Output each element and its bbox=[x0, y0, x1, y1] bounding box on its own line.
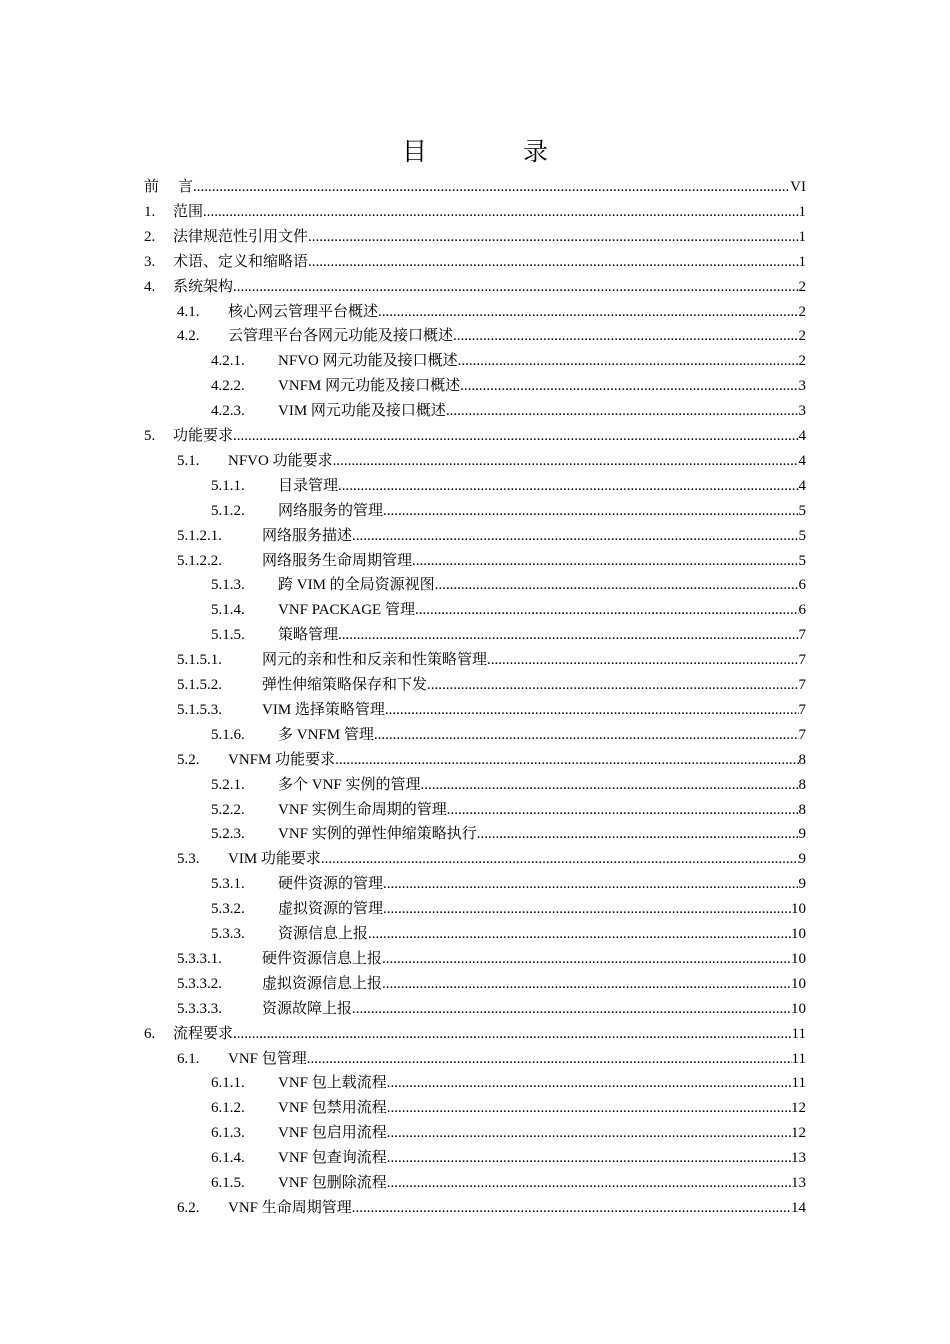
toc-entry-label: 核心网云管理平台概述 bbox=[228, 303, 379, 320]
toc-entry[interactable] bbox=[211, 623, 806, 647]
toc-entry-page: 4 bbox=[798, 477, 806, 494]
toc-entry-number: 5.1.2. bbox=[211, 502, 245, 519]
toc-entry-number: 3. bbox=[144, 253, 156, 270]
toc-entry[interactable] bbox=[177, 300, 806, 324]
toc-dot-leader bbox=[352, 997, 791, 1021]
toc-entry-label: 范围 bbox=[173, 203, 204, 220]
toc-entry-page: 2 bbox=[798, 303, 806, 320]
toc-entry-label: 弹性伸缩策略保存和下发 bbox=[262, 677, 428, 693]
toc-entry-number: 5.2.1. bbox=[211, 776, 245, 793]
toc-entry-label: 多个 VNF 实例的管理 bbox=[278, 776, 421, 793]
toc-entry-label: VNFM 网元功能及接口概述 bbox=[278, 378, 461, 395]
toc-entry-number: 5.1.5. bbox=[211, 627, 245, 644]
toc-entry-page: 9 bbox=[798, 876, 806, 893]
toc-entry-number: 4.2.1. bbox=[211, 353, 245, 370]
toc-entry-number: 5.2.2. bbox=[211, 801, 245, 818]
toc-entry-label: VNF 包管理 bbox=[228, 1050, 307, 1067]
toc-entry-label: 多 VNFM 管理 bbox=[278, 726, 374, 743]
toc-entry-number: 5.2.3. bbox=[211, 826, 245, 843]
toc-entry-page: 13 bbox=[791, 1150, 806, 1167]
toc-entry-label: 资源信息上报 bbox=[278, 926, 369, 942]
toc-dot-leader bbox=[382, 972, 791, 996]
toc-entry-label: 策略管理 bbox=[278, 627, 339, 644]
toc-dot-leader bbox=[193, 175, 790, 199]
toc-dot-leader bbox=[382, 947, 791, 971]
toc-entry-page: 7 bbox=[798, 677, 806, 693]
toc-entry-number: 6.1.5. bbox=[211, 1175, 245, 1191]
toc-entry-number: 6.1.3. bbox=[211, 1125, 245, 1142]
toc-dot-leader bbox=[368, 922, 791, 946]
toc-entry-label: VNF 包启用流程 bbox=[278, 1125, 387, 1142]
toc-entry-page: 5 bbox=[798, 527, 806, 544]
toc-entry-number: 4.2.3. bbox=[211, 403, 245, 420]
toc-entry-page: 4 bbox=[798, 452, 806, 469]
toc-dot-leader bbox=[453, 324, 798, 348]
toc-entry-number: 5.1.6. bbox=[211, 726, 245, 743]
toc-entry-page: 7 bbox=[798, 701, 806, 718]
toc-entry[interactable] bbox=[144, 175, 806, 199]
toc-dot-leader bbox=[233, 424, 798, 448]
toc-entry-page: 10 bbox=[791, 901, 806, 918]
toc-entry-page: 7 bbox=[798, 726, 806, 743]
toc-entry[interactable] bbox=[177, 997, 806, 1021]
toc-entry-page: 6 bbox=[798, 602, 806, 619]
toc-entry[interactable] bbox=[211, 798, 806, 822]
toc-entry-page: 10 bbox=[791, 926, 806, 942]
toc-entry-label: VIM 网元功能及接口概述 bbox=[278, 403, 446, 420]
toc-entry-page: 2 bbox=[798, 353, 806, 370]
toc-entry-label: VNF 包禁用流程 bbox=[278, 1100, 387, 1117]
toc-entry-label: NFVO 网元功能及接口概述 bbox=[278, 353, 458, 370]
toc-entry-page: VI bbox=[790, 179, 806, 195]
toc-dot-leader bbox=[335, 748, 798, 772]
toc-entry-label: NFVO 功能要求 bbox=[228, 452, 333, 469]
toc-entry-page: 13 bbox=[791, 1175, 806, 1191]
toc-entry-label: 系统架构 bbox=[173, 278, 234, 295]
toc-dot-leader bbox=[415, 598, 799, 622]
toc-entry[interactable] bbox=[177, 524, 806, 548]
toc-entry[interactable] bbox=[211, 598, 806, 622]
toc-entry-page: 2 bbox=[798, 328, 806, 345]
toc-entry-number: 5.1.3. bbox=[211, 577, 245, 594]
toc-entry[interactable] bbox=[211, 872, 806, 896]
toc-entry-number: 4.2. bbox=[177, 328, 200, 345]
toc-entry-label: VNF 实例生命周期的管理 bbox=[278, 801, 447, 818]
toc-entry-label: 网络服务生命周期管理 bbox=[262, 552, 413, 569]
toc-entry-label: VNF 生命周期管理 bbox=[228, 1199, 352, 1216]
toc-entry-number: 4.2.2. bbox=[211, 378, 245, 395]
toc-dot-leader bbox=[352, 1196, 791, 1220]
toc-entry[interactable] bbox=[211, 374, 806, 398]
toc-entry-page: 8 bbox=[798, 751, 806, 768]
toc-entry-label: 功能要求 bbox=[173, 428, 234, 444]
toc-entry[interactable] bbox=[211, 349, 806, 373]
toc-entry-number: 6.1.2. bbox=[211, 1100, 245, 1117]
toc-dot-leader bbox=[333, 449, 799, 473]
toc-entry-page: 3 bbox=[798, 403, 806, 420]
toc-entry[interactable] bbox=[144, 225, 806, 249]
toc-dot-leader bbox=[383, 897, 791, 921]
toc-dot-leader bbox=[233, 275, 798, 299]
toc-entry-label: VNFM 功能要求 bbox=[228, 751, 336, 768]
toc-entry-number: 5.3. bbox=[177, 851, 200, 868]
toc-entry-page: 4 bbox=[798, 428, 806, 444]
toc-entry-label: 资源故障上报 bbox=[262, 1000, 353, 1017]
toc-dot-leader bbox=[460, 374, 798, 398]
toc-entry-page: 12 bbox=[791, 1100, 806, 1117]
toc-entry-number: 5.3.3.3. bbox=[177, 1000, 222, 1017]
toc-entry-number: 5.1.1. bbox=[211, 477, 245, 494]
toc-dot-leader bbox=[412, 549, 798, 573]
toc-entry[interactable] bbox=[177, 698, 806, 722]
toc-entry-page: 1 bbox=[798, 203, 806, 220]
toc-entry-number: 5.1.2.2. bbox=[177, 552, 222, 569]
toc-entry[interactable] bbox=[177, 1196, 806, 1220]
toc-dot-leader bbox=[427, 673, 798, 697]
toc-entry[interactable] bbox=[211, 723, 806, 747]
toc-entry-label: 网络服务的管理 bbox=[278, 502, 384, 519]
toc-entry[interactable] bbox=[211, 474, 806, 498]
toc-entry-page: 12 bbox=[791, 1125, 806, 1142]
toc-entry[interactable] bbox=[177, 449, 806, 473]
toc-entry-number: 4. bbox=[144, 278, 156, 295]
toc-dot-leader bbox=[233, 1022, 792, 1046]
toc-entry-page: 6 bbox=[798, 577, 806, 594]
toc-entry-number: 5.3.1. bbox=[211, 876, 245, 893]
toc-dot-leader bbox=[447, 798, 799, 822]
toc-entry-page: 9 bbox=[798, 851, 806, 868]
toc-entry-page: 1 bbox=[798, 253, 806, 270]
toc-dot-leader bbox=[477, 822, 799, 846]
toc-entry-label: VNF 包上载流程 bbox=[278, 1075, 387, 1092]
toc-entry[interactable] bbox=[144, 250, 806, 274]
toc-entry-page: 7 bbox=[798, 652, 806, 669]
toc-entry-number: 5. bbox=[144, 428, 156, 444]
toc-entry-label: VIM 选择策略管理 bbox=[262, 701, 385, 718]
toc-entry[interactable] bbox=[177, 748, 806, 772]
toc-entry-number: 4.1. bbox=[177, 303, 200, 320]
toc-entry-label: 虚拟资源的管理 bbox=[278, 901, 384, 918]
toc-entry-number: 5.3.3.1. bbox=[177, 950, 222, 967]
toc-entry[interactable] bbox=[211, 922, 806, 946]
toc-entry[interactable] bbox=[211, 573, 806, 597]
toc-entry-label: 硬件资源的管理 bbox=[278, 876, 384, 893]
toc-entry-label: VNF 包查询流程 bbox=[278, 1150, 387, 1167]
toc-dot-leader bbox=[387, 1146, 791, 1170]
toc-entry-number: 5.1.2.1. bbox=[177, 527, 222, 544]
toc-entry-label: VNF 包删除流程 bbox=[278, 1175, 387, 1191]
toc-dot-leader bbox=[487, 648, 798, 672]
toc-entry-label: 硬件资源信息上报 bbox=[262, 950, 383, 967]
toc-entry-number: 6.1. bbox=[177, 1050, 200, 1067]
toc-dot-leader bbox=[378, 300, 798, 324]
toc-entry[interactable] bbox=[144, 200, 806, 224]
toc-entry-page: 11 bbox=[791, 1025, 806, 1042]
toc-dot-leader bbox=[446, 399, 799, 423]
toc-entry-label: 目录管理 bbox=[278, 477, 339, 494]
toc-entry-page: 1 bbox=[798, 228, 806, 245]
toc-entry[interactable] bbox=[211, 499, 806, 523]
toc-entry[interactable] bbox=[211, 822, 806, 846]
toc-dot-leader bbox=[203, 200, 798, 224]
toc-dot-leader bbox=[383, 872, 798, 896]
toc-entry-page: 10 bbox=[791, 975, 806, 992]
toc-entry-label: 术语、定义和缩略语 bbox=[173, 253, 309, 270]
toc-entry[interactable] bbox=[211, 773, 806, 797]
toc-entry[interactable] bbox=[177, 1047, 806, 1071]
toc-dot-leader bbox=[352, 524, 798, 548]
toc-entry-number: 5.1. bbox=[177, 452, 200, 469]
toc-entry-label: 云管理平台各网元功能及接口概述 bbox=[228, 328, 454, 345]
toc-entry[interactable] bbox=[177, 972, 806, 996]
toc-entry-number: 6.1.4. bbox=[211, 1150, 245, 1167]
toc-entry[interactable] bbox=[177, 947, 806, 971]
toc-entry-label: 网元的亲和性和反亲和性策略管理 bbox=[262, 652, 488, 669]
toc-entry-number: 5.1.5.2. bbox=[177, 677, 222, 693]
toc-entry-label: 虚拟资源信息上报 bbox=[262, 975, 383, 992]
toc-entry-page: 3 bbox=[798, 378, 806, 395]
toc-entry-label: 网络服务描述 bbox=[262, 527, 353, 544]
toc-entry[interactable] bbox=[211, 399, 806, 423]
toc-entry-page: 10 bbox=[791, 950, 806, 967]
toc-entry[interactable] bbox=[177, 648, 806, 672]
toc-entry-number: 5.3.3. bbox=[211, 926, 245, 942]
toc-dot-leader bbox=[383, 499, 798, 523]
toc-entry-number: 6.2. bbox=[177, 1199, 200, 1216]
toc-entry-label: VNF 实例的弹性伸缩策略执行 bbox=[278, 826, 477, 843]
toc-dot-leader bbox=[374, 723, 799, 747]
toc-entry[interactable] bbox=[177, 324, 806, 348]
toc-dot-leader bbox=[307, 1047, 792, 1071]
toc-dot-leader bbox=[387, 1121, 791, 1145]
toc-entry[interactable] bbox=[144, 1022, 806, 1046]
toc-entry[interactable] bbox=[144, 275, 806, 299]
toc-entry-number: 前 bbox=[144, 179, 160, 195]
toc-entry-number: 5.2. bbox=[177, 751, 200, 768]
toc-dot-leader bbox=[387, 1096, 791, 1120]
toc-entry-page: 7 bbox=[798, 627, 806, 644]
toc-dot-leader bbox=[387, 1071, 792, 1095]
toc-entry-page: 10 bbox=[791, 1000, 806, 1017]
toc-entry-page: 11 bbox=[791, 1050, 806, 1067]
toc-entry-page: 14 bbox=[791, 1199, 806, 1216]
toc-entry-number: 6.1.1. bbox=[211, 1075, 245, 1092]
toc-entry[interactable] bbox=[177, 549, 806, 573]
toc-entry-number: 5.1.5.3. bbox=[177, 701, 222, 718]
toc-entry-number: 6. bbox=[144, 1025, 156, 1042]
toc-dot-leader bbox=[421, 773, 799, 797]
toc-entry-label: 法律规范性引用文件 bbox=[173, 228, 309, 245]
toc-entry-label: 言 bbox=[178, 179, 194, 195]
toc-entry[interactable] bbox=[211, 897, 806, 921]
toc-entry[interactable] bbox=[177, 847, 806, 871]
toc-entry-number: 5.3.3.2. bbox=[177, 975, 222, 992]
toc-dot-leader bbox=[458, 349, 799, 373]
toc-dot-leader bbox=[385, 698, 799, 722]
toc-entry-label: 跨 VIM 的全局资源视图 bbox=[278, 577, 435, 594]
toc-entry-label: VIM 功能要求 bbox=[228, 851, 321, 868]
toc-entry-page: 8 bbox=[798, 776, 806, 793]
toc-entry[interactable] bbox=[211, 1171, 806, 1195]
toc-dot-leader bbox=[338, 474, 798, 498]
toc-entry-label: VNF PACKAGE 管理 bbox=[278, 602, 415, 619]
toc-entry[interactable] bbox=[211, 1121, 806, 1145]
toc-entry-number: 5.3.2. bbox=[211, 901, 245, 918]
toc-entry-label: 流程要求 bbox=[173, 1025, 234, 1042]
toc-dot-leader bbox=[308, 225, 798, 249]
toc-entry[interactable] bbox=[211, 1146, 806, 1170]
toc-entry-page: 2 bbox=[798, 278, 806, 295]
toc-dot-leader bbox=[308, 250, 798, 274]
toc-title: 目 录 bbox=[402, 137, 592, 166]
toc-entry-number: 1. bbox=[144, 203, 156, 220]
toc-entry-number: 2. bbox=[144, 228, 156, 245]
toc-entry[interactable] bbox=[177, 673, 806, 697]
toc-entry-page: 8 bbox=[798, 801, 806, 818]
toc-entry-page: 9 bbox=[798, 826, 806, 843]
toc-entry-number: 5.1.5.1. bbox=[177, 652, 222, 669]
toc-dot-leader bbox=[435, 573, 799, 597]
toc-dot-leader bbox=[321, 847, 799, 871]
toc-entry-number: 5.1.4. bbox=[211, 602, 245, 619]
toc-entry[interactable] bbox=[144, 424, 806, 448]
toc-dot-leader bbox=[387, 1171, 791, 1195]
toc-entry-page: 5 bbox=[798, 502, 806, 519]
toc-entry-page: 5 bbox=[798, 552, 806, 569]
toc-entry[interactable] bbox=[211, 1096, 806, 1120]
toc-entry[interactable] bbox=[211, 1071, 806, 1095]
toc-entry-page: 11 bbox=[791, 1075, 806, 1092]
toc-dot-leader bbox=[338, 623, 798, 647]
